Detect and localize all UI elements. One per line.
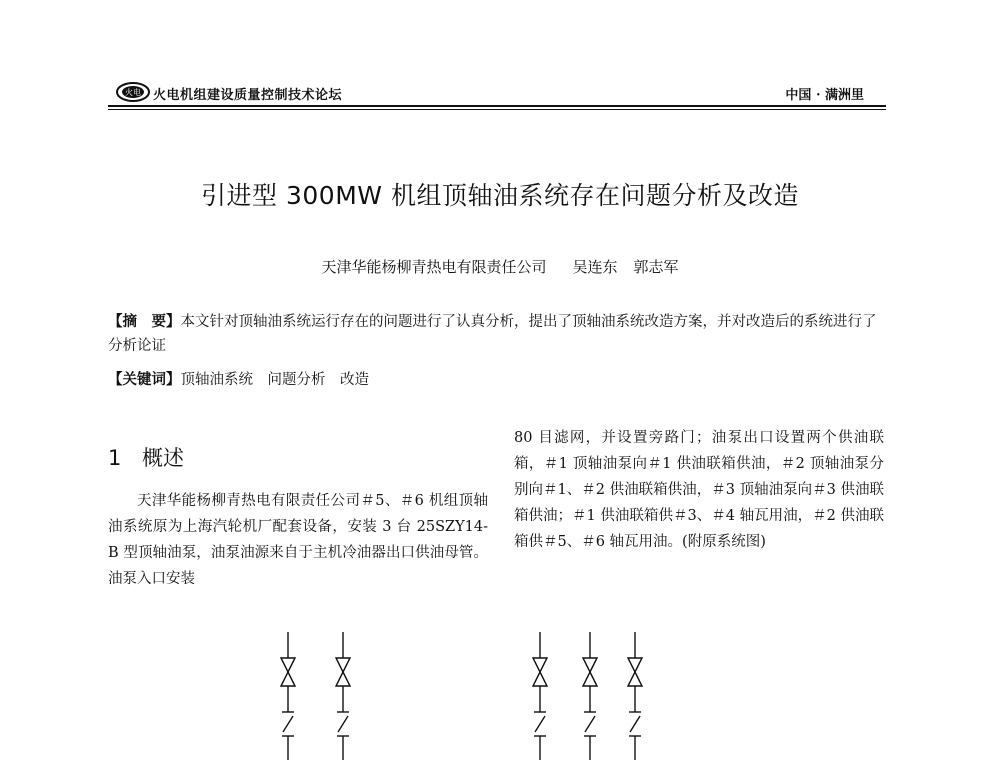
section-number: 1 — [108, 446, 122, 470]
pipe-branch — [281, 632, 295, 760]
abstract — [108, 310, 884, 358]
pipe-branch — [336, 632, 350, 760]
author-2: 郭志军 — [633, 258, 679, 276]
organization: 天津华能杨柳青热电有限责任公司 — [321, 258, 547, 276]
section-heading — [108, 442, 184, 472]
pipe-branch — [533, 632, 547, 760]
author-1: 吴连东 — [572, 258, 618, 276]
pipe-branch — [583, 632, 597, 760]
abstract-label: 【摘 要】 — [108, 313, 181, 330]
section-title: 概述 — [142, 446, 184, 470]
abstract-text: 本文针对顶轴油系统运行存在的问题进行了认真分析，提出了顶轴油系统改造方案，并对改造后的系统进行了分析论证 — [108, 314, 877, 354]
keywords-label: 【关键词】 — [108, 371, 181, 388]
journal-name: 火电机组建设质量控制技术论坛 — [153, 88, 343, 103]
region-label: 中国 · 满洲里 — [785, 88, 864, 103]
pipe-branch — [628, 632, 642, 760]
system-diagram — [0, 620, 1000, 760]
paper-title: 引进型 300MW 机组顶轴油系统存在问题分析及改造 — [201, 181, 799, 210]
forum-logo — [116, 82, 150, 102]
keywords-text: 顶轴油系统 问题分析 改造 — [180, 372, 369, 388]
keywords — [108, 368, 884, 392]
left-column-text: 天津华能杨柳青热电有限责任公司＃5、＃6 机组顶轴油系统原为上海汽轮机厂配套设备，安装 3 台 25SZY14-B 型顶轴油泵，油泵油源来自于主机冷油器出口供油母管。油泵入口安装 — [108, 493, 488, 587]
header-rule — [108, 105, 886, 107]
header-rule-thin — [108, 109, 886, 110]
byline — [0, 256, 1000, 277]
right-column-text: 80 目滤网，并设置旁路门；油泵出口设置两个供油联箱，＃1 顶轴油泵向＃1 供油联箱供油，＃2 顶轴油泵分别向＃1、＃2 供油联箱供油，＃3 顶轴油泵向＃3 供油联箱供油；＃1 供油联箱供＃3、＃4 轴瓦用油，＃2 供油联箱供＃5、＃6 轴瓦用油。(附原系统图) — [514, 430, 884, 550]
logo-text: 火电 — [125, 88, 141, 97]
page-header — [108, 78, 886, 108]
